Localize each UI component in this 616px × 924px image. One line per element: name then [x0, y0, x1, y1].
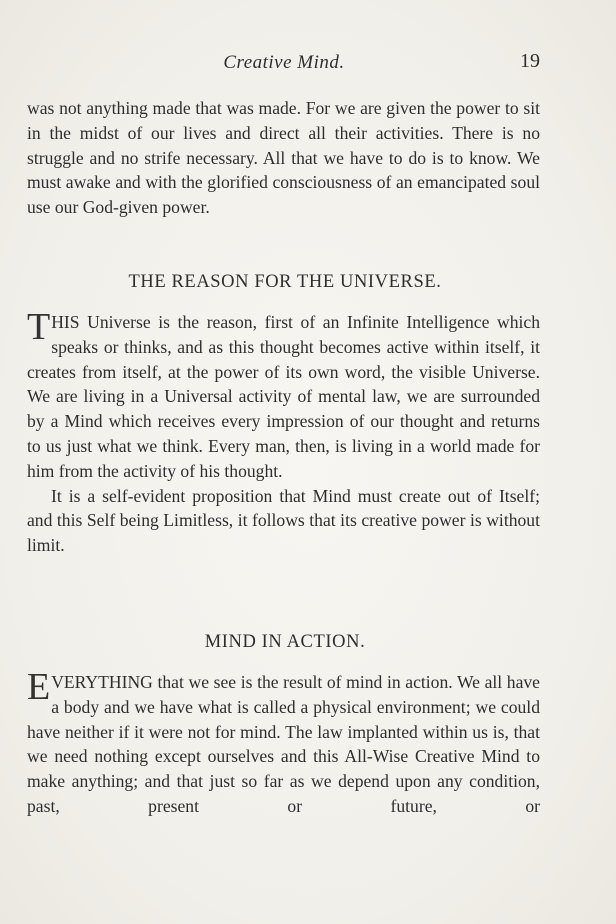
section-body-reason — [27, 306, 540, 558]
section-heading-mind-in-action: MIND IN ACTION. — [204, 632, 366, 652]
section-heading-reason: THE REASON FOR THE UNIVERSE. — [128, 272, 442, 292]
section-body-mind-in-action — [27, 666, 540, 819]
intro-paragraph: was not anything made that was made. For we are given the power to sit in the midst of our lives and direct all their activities. There is no struggle and no strife necessary. All that we have to do is to know. We must awake and with the glorified consciousness of an emancipated soul use our God-given power. — [27, 98, 540, 218]
running-head — [0, 50, 616, 80]
running-title: Creative Mind. — [223, 52, 345, 73]
section-paragraph — [27, 666, 540, 819]
section-paragraph — [27, 306, 540, 484]
page-number: 19 — [520, 50, 540, 72]
drop-cap: T — [27, 306, 51, 348]
paragraph-text: HIS Universe is the reason, first of an Infinite Intelligence which speaks or thinks, and as this thought becomes active within itself, it creates from itself, at the power of its own word, the visible Universe. We are living in a Universal activity of mental law, we are surrounded by a Mind which receives every impression of our thought and returns to us just what we think. Every man, then, is living in a world made for him from the activity of his thought. — [27, 312, 540, 481]
section-paragraph: It is a self-evident proposition that Mind must create out of Itself; and this Self being Limitless, it follows that its creative power is without limit. — [27, 485, 540, 556]
drop-cap: E — [27, 666, 51, 708]
intro-paragraph-block — [27, 96, 540, 220]
paragraph-text: VERYTHING that we see is the result of mind in action. We all have a body and we have what is called a physical environment; we could have neither if it were not for mind. The law implanted within us is, that we need nothing except ourselves and this All-Wise Creative Mind to make anything; and that just so far as we depend upon any condition, past, present or future, or — [27, 672, 540, 816]
